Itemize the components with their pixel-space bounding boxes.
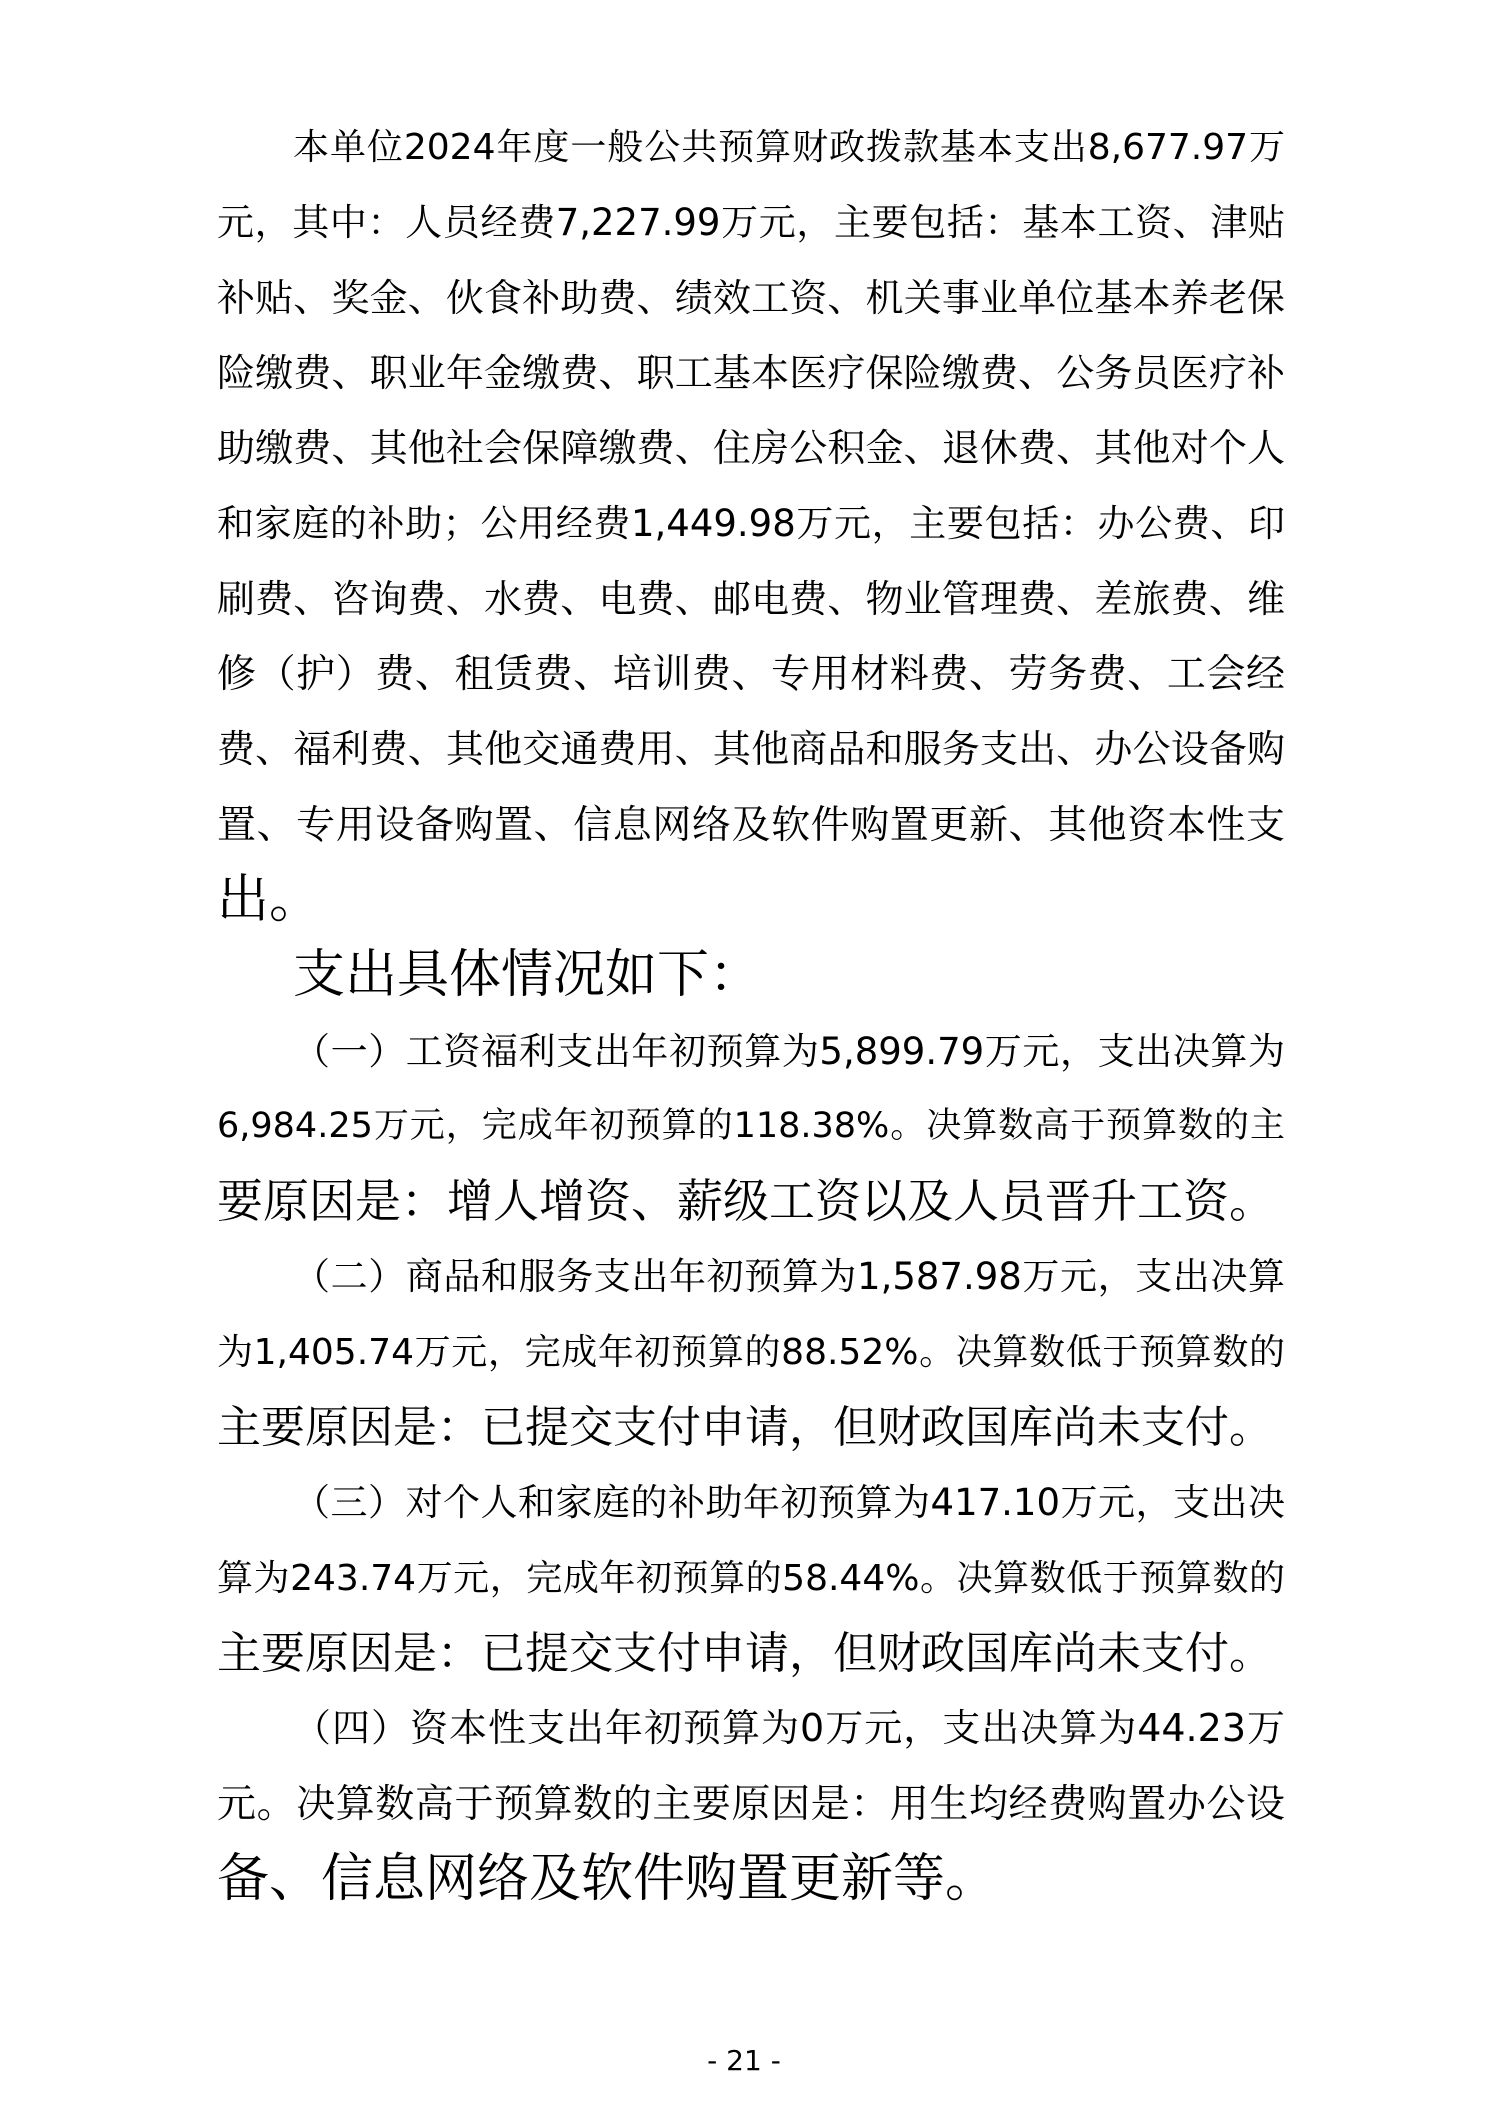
text-line: 助缴费、其他社会保障缴费、住房公积金、退休费、其他对个人 <box>217 426 1285 471</box>
paragraph <box>217 1239 1285 1465</box>
paragraph <box>217 1465 1285 1691</box>
text-line: 置、专用设备购置、信息网络及软件购置更新、其他资本性支 <box>217 802 1285 848</box>
text-line: 6,984.25万元，完成年初预算的118.38%。决算数高于预算数的主 <box>217 1105 1285 1146</box>
text-line: 险缴费、职业年金缴费、职工基本医疗保险缴费、公务员医疗补 <box>217 350 1285 395</box>
document-body <box>217 110 1285 1917</box>
paragraph <box>217 938 1285 1013</box>
text-line: 主要原因是：已提交支付申请，但财政国库尚未支付。 <box>217 1627 1273 1679</box>
text-line: 本单位2024年度一般公共预算财政拨款基本支出8,677.97万 <box>293 127 1285 168</box>
text-line: 备、信息网络及软件购置更新等。 <box>217 1848 998 1909</box>
text-line: 元，其中：人员经费7,227.99万元，主要包括：基本工资、津贴 <box>217 201 1285 245</box>
text-line: （二）商品和服务支出年初预算为1,587.98万元，支出决算 <box>293 1255 1285 1299</box>
text-line: （四）资本性支出年初预算为0万元，支出决算为44.23万 <box>293 1706 1285 1751</box>
text-line: 和家庭的补助；公用经费1,449.98万元，主要包括：办公费、印 <box>217 502 1285 546</box>
text-line: 元。决算数高于预算数的主要原因是：用生均经费购置办公设 <box>217 1781 1285 1827</box>
text-line: 费、福利费、其他交通费用、其他商品和服务支出、办公设备购 <box>217 727 1285 772</box>
text-line: 补贴、奖金、伙食补助费、绩效工资、机关事业单位基本养老保 <box>217 275 1285 320</box>
text-line: 主要原因是：已提交支付申请，但财政国库尚未支付。 <box>217 1402 1273 1454</box>
paragraph <box>217 110 1285 938</box>
text-line: 刷费、咨询费、水费、电费、邮电费、物业管理费、差旅费、维 <box>217 576 1285 621</box>
page-number: - 21 - <box>707 2044 781 2077</box>
text-line: 修（护）费、租赁费、培训费、专用材料费、劳务费、工会经 <box>217 652 1285 698</box>
text-line: （一）工资福利支出年初预算为5,899.79万元，支出决算为 <box>293 1029 1285 1073</box>
text-line: 出。 <box>217 869 322 930</box>
text-line: 要原因是：增人增资、薪级工资以及人员晋升工资。 <box>217 1174 1275 1229</box>
text-line: （三）对个人和家庭的补助年初预算为417.10万元，支出决 <box>293 1481 1285 1525</box>
text-line: 算为243.74万元，完成年初预算的58.44%。决算数低于预算数的 <box>217 1557 1285 1599</box>
paragraph <box>217 1014 1285 1240</box>
text-line: 支出具体情况如下： <box>293 945 762 1006</box>
paragraph <box>217 1691 1285 1917</box>
text-line: 为1,405.74万元，完成年初预算的88.52%。决算数低于预算数的 <box>217 1331 1285 1373</box>
